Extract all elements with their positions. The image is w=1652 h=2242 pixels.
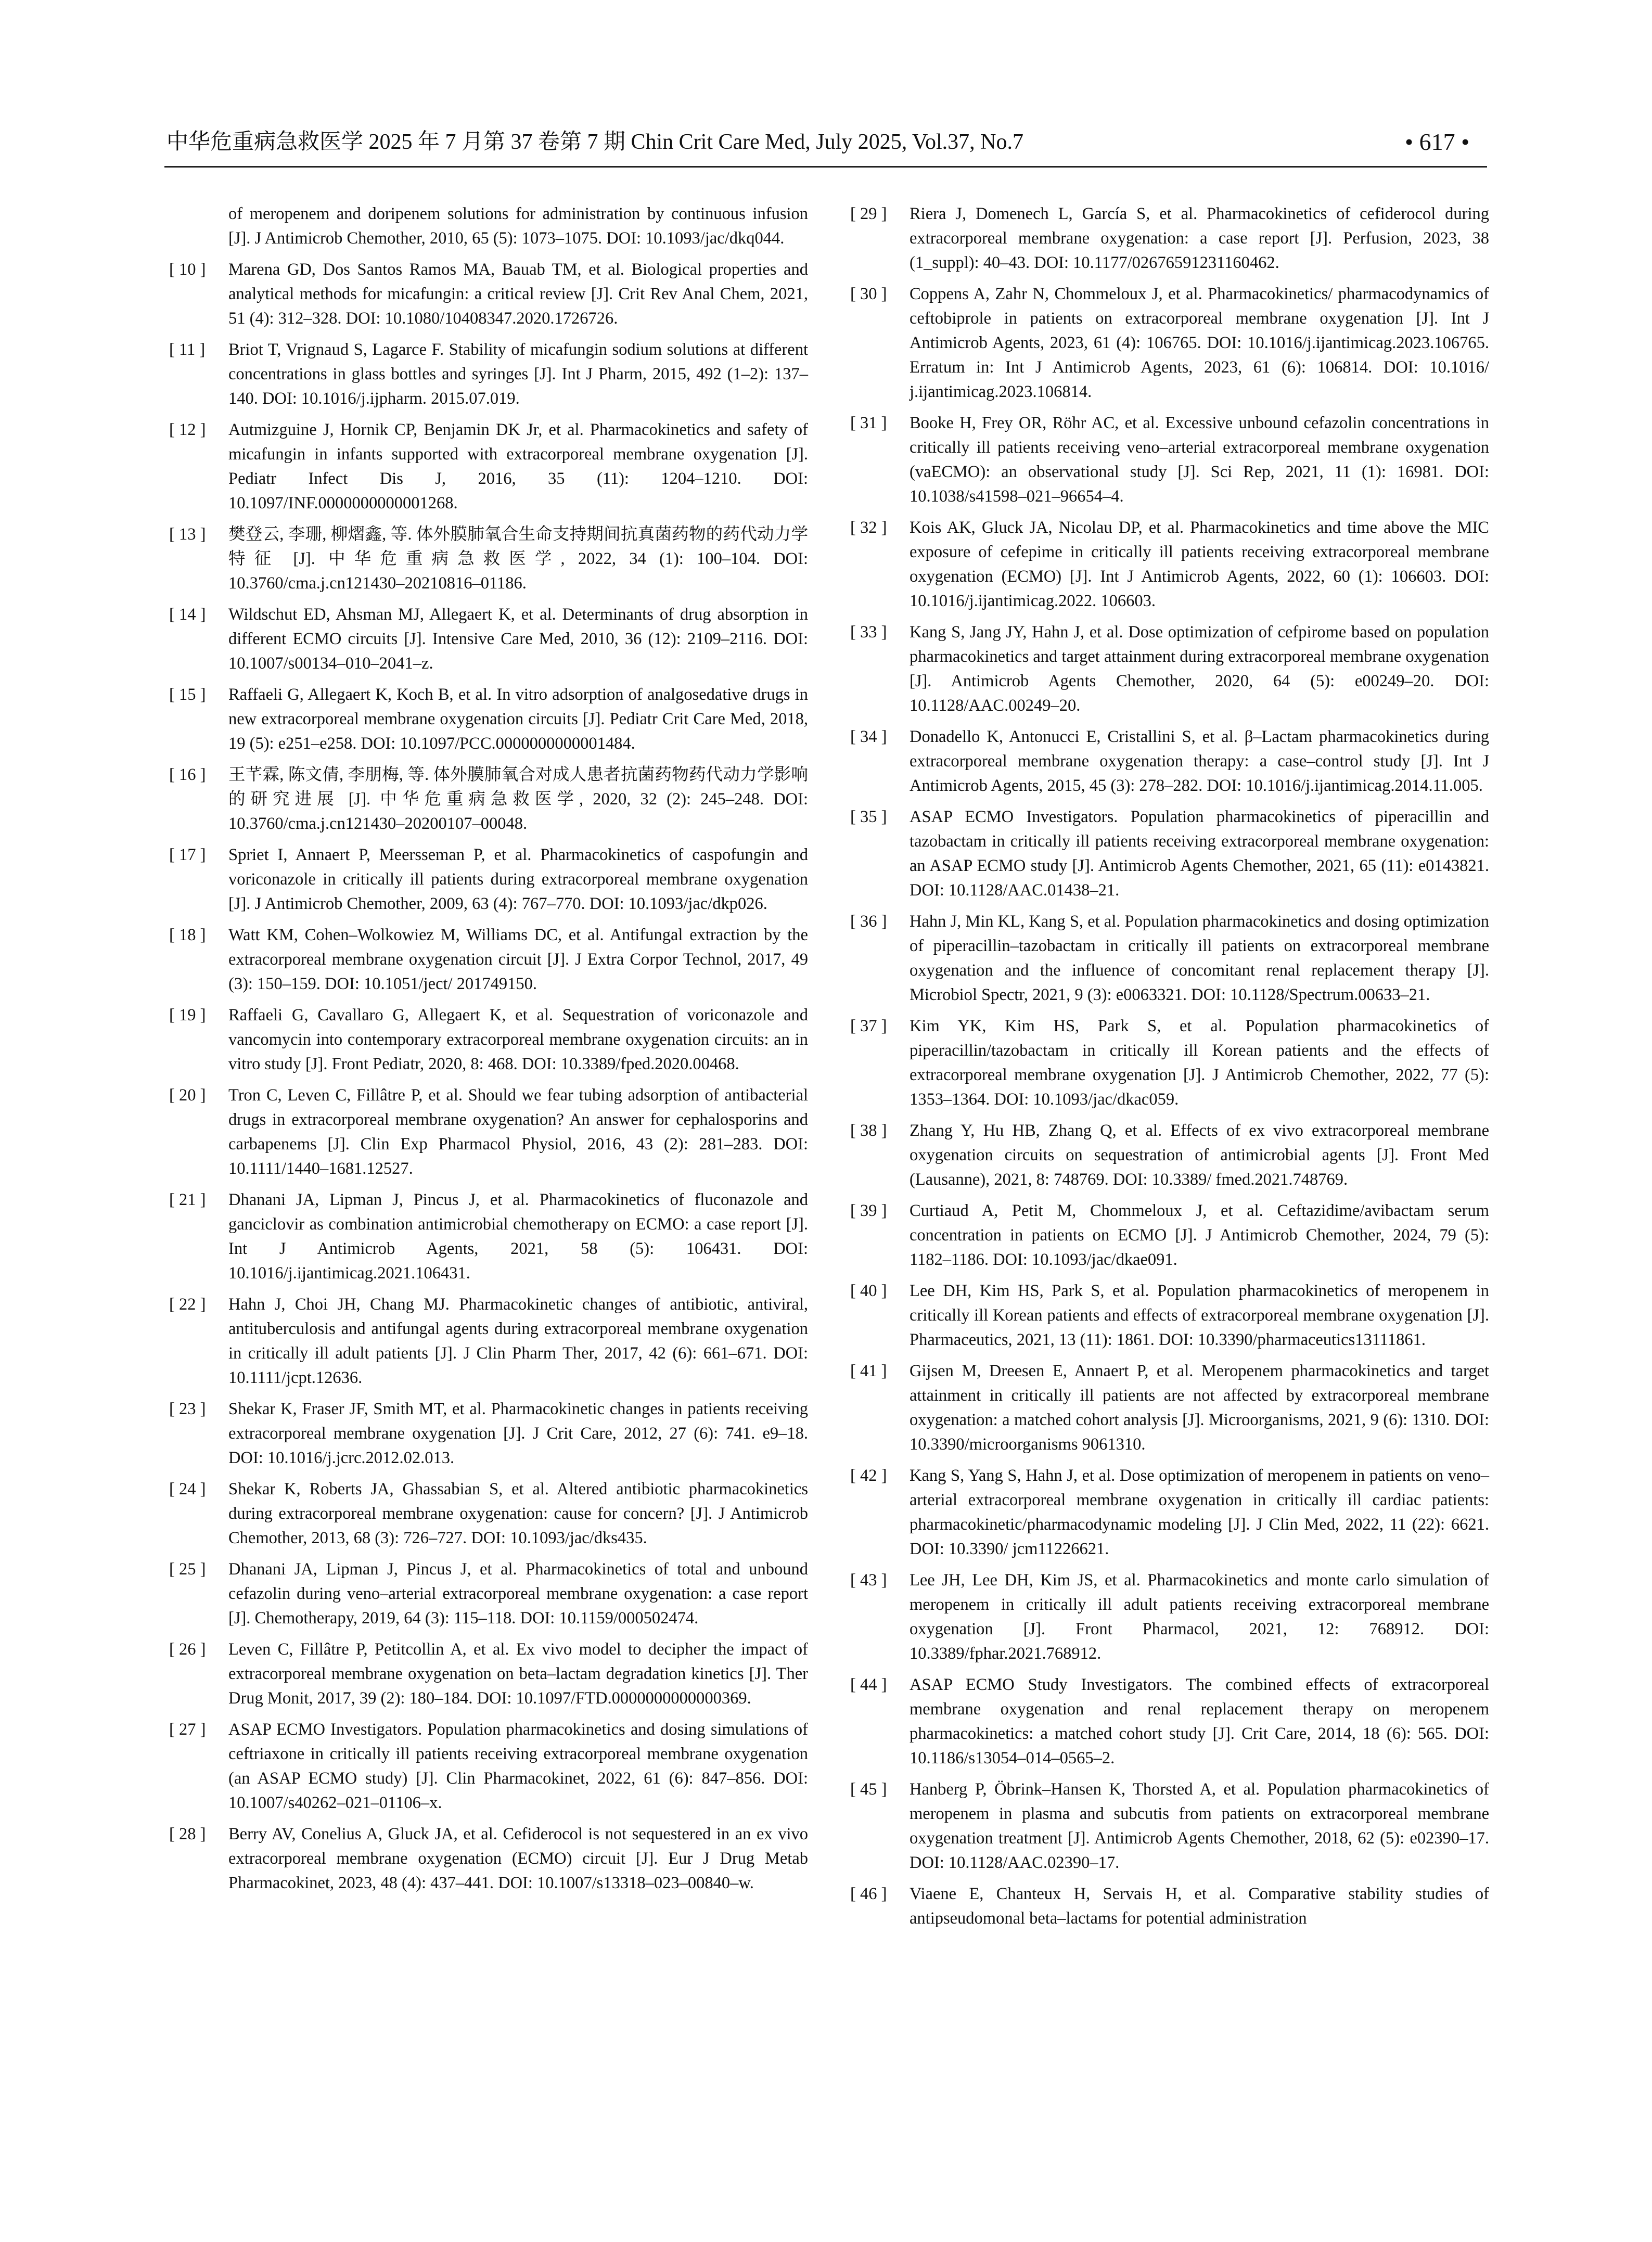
reference-number: [ 37 ] bbox=[850, 1017, 887, 1035]
reference-number: [ 46 ] bbox=[850, 1885, 887, 1903]
reference-item bbox=[169, 1188, 808, 1286]
reference-text: ASAP ECMO Investigators. Population pharmacokinetics and dosing simulations of ceftriaxone in critically ill patients receiving extracorporeal membrane oxygenation (an ASAP ECMO study) [J]. Clin Pharmacokinet, 2022, 61 (6): 847–856. DOI: 10.1007/s40262–021–01106–x. bbox=[228, 1720, 808, 1812]
reference-item bbox=[850, 909, 1489, 1007]
reference-text: Riera J, Domenech L, García S, et al. Pharmacokinetics of cefiderocol during extracorporeal membrane oxygenation: a case report [J]. Perfusion, 2023, 38 (1_suppl): 40–43. DOI: 10.1177/02676591231160462. bbox=[910, 204, 1489, 272]
reference-continuation: of meropenem and doripenem solutions for administration by continuous infusion [J]. J Antimicrob Chemother, 2010, 65 (5): 1073–1075. DOI: 10.1093/jac/dkq044. bbox=[228, 204, 808, 248]
reference-text: Coppens A, Zahr N, Chommeloux J, et al. Pharmacokinetics/ pharmacodynamics of ceftobiprole in patients on extracorporeal membrane oxygenation [J]. Int J Antimicrob Agents, 2023, 61 (4): 106765. DOI: 10.1016/j.ijantimicag.2023.106765. Erratum in: Int J Antimicrob Agents, 2023, 61 (6): 106814. DOI: 10.1016/ j.ijantimicag.2023.106814. bbox=[910, 285, 1489, 401]
reference-item bbox=[850, 202, 1489, 275]
reference-text: Curtiaud A, Petit M, Chommeloux J, et al. Ceftazidime/avibactam serum concentration in patients on ECMO [J]. J Antimicrob Chemother, 2024, 79 (5): 1182–1186. DOI: 10.1093/jac/dkae091. bbox=[910, 1201, 1489, 1269]
reference-number: [ 39 ] bbox=[850, 1201, 887, 1220]
reference-list-right bbox=[850, 202, 1489, 1931]
reference-number: [ 45 ] bbox=[850, 1780, 887, 1799]
reference-text: 樊登云, 李珊, 柳熠鑫, 等. 体外膜肺氧合生命支持期间抗真菌药物的药代动力学特征 [J]. 中华危重病急救医学, 2022, 34 (1): 100–104. DOI: 10.3760/cma.j.cn121430–20210816–01186. bbox=[228, 525, 808, 593]
reference-item bbox=[169, 338, 808, 411]
reference-number: [ 25 ] bbox=[169, 1560, 206, 1579]
reference-number: [ 16 ] bbox=[169, 765, 206, 784]
reference-text: Dhanani JA, Lipman J, Pincus J, et al. Pharmacokinetics of total and unbound cefazolin during veno–arterial extracorporeal membrane oxygenation: a case report [J]. Chemotherapy, 2019, 64 (3): 115–118. DOI: 10.1159/000502474. bbox=[228, 1560, 808, 1628]
reference-item bbox=[169, 1083, 808, 1181]
reference-text: Shekar K, Fraser JF, Smith MT, et al. Pharmacokinetic changes in patients receiving extracorporeal membrane oxygenation [J]. J Crit Care, 2012, 27 (6): 741. e9–18. DOI: 10.1016/j.jcrc.2012.02.013. bbox=[228, 1400, 808, 1467]
reference-number: [ 17 ] bbox=[169, 845, 206, 864]
reference-text: Kang S, Jang JY, Hahn J, et al. Dose optimization of cefpirome based on population pharmacokinetics and target attainment during extracorporeal membrane oxygenation [J]. Antimicrob Agents Chemother, 2020, 64 (5): e00249–20. DOI: 10.1128/AAC.00249–20. bbox=[910, 623, 1489, 715]
reference-item bbox=[850, 411, 1489, 509]
reference-text: Spriet I, Annaert P, Meersseman P, et al. Pharmacokinetics of caspofungin and voriconazole in critically ill patients during extracorporeal membrane oxygenation [J]. J Antimicrob Chemother, 2009, 63 (4): 767–770. DOI: 10.1093/jac/dkp026. bbox=[228, 845, 808, 913]
reference-item bbox=[850, 805, 1489, 903]
reference-item bbox=[169, 522, 808, 596]
reference-number: [ 27 ] bbox=[169, 1720, 206, 1739]
reference-number: [ 32 ] bbox=[850, 518, 887, 537]
reference-item bbox=[169, 683, 808, 756]
reference-text: Gijsen M, Dreesen E, Annaert P, et al. Meropenem pharmacokinetics and target attainment in critically ill patients are not affected by extracorporeal membrane oxygenation: a matched cohort analysis [J]. Microorganisms, 2021, 9 (6): 1310. DOI: 10.3390/microorganisms 9061310. bbox=[910, 1362, 1489, 1454]
reference-number: [ 28 ] bbox=[169, 1825, 206, 1843]
reference-text: Lee JH, Lee DH, Kim JS, et al. Pharmacokinetics and monte carlo simulation of meropenem in critically ill adult patients receiving extracorporeal membrane oxygenation [J]. Front Pharmacol, 2021, 12: 768912. DOI: 10.3389/fphar.2021.768912. bbox=[910, 1571, 1489, 1663]
reference-number: [ 12 ] bbox=[169, 420, 206, 439]
running-header: 中华危重病急救医学 2025 年 7 月第 37 卷第 7 期 Chin Crit Care Med, July 2025, Vol.37, No.7 bbox=[167, 130, 1023, 154]
reference-item bbox=[850, 1119, 1489, 1192]
reference-number: [ 19 ] bbox=[169, 1006, 206, 1024]
reference-item bbox=[169, 843, 808, 916]
reference-item bbox=[169, 1003, 808, 1077]
reference-text: Wildschut ED, Ahsman MJ, Allegaert K, et al. Determinants of drug absorption in different ECMO circuits [J]. Intensive Care Med, 2010, 36 (12): 2109–2116. DOI: 10.1007/s00134–010–2041–z. bbox=[228, 605, 808, 673]
reference-text: Donadello K, Antonucci E, Cristallini S, et al. β–Lactam pharmacokinetics during extracorporeal membrane oxygenation therapy: a case–control study [J]. Int J Antimicrob Agents, 2015, 45 (3): 278–282. DOI: 10.1016/j.ijantimicag.2014.11.005. bbox=[910, 727, 1489, 795]
reference-item bbox=[850, 1199, 1489, 1272]
reference-number: [ 13 ] bbox=[169, 525, 206, 544]
reference-item bbox=[169, 418, 808, 516]
reference-list-left bbox=[169, 258, 808, 1895]
reference-item bbox=[169, 1292, 808, 1390]
left-column bbox=[169, 202, 808, 1902]
reference-item bbox=[169, 1397, 808, 1470]
reference-text: Autmizguine J, Hornik CP, Benjamin DK Jr, et al. Pharmacokinetics and safety of micafungin in infants supported with extracorporeal membrane oxygenation [J]. Pediatr Infect Dis J, 2016, 35 (11): 1204–1210. DOI: 10.1097/INF.0000000000001268. bbox=[228, 420, 808, 513]
reference-item bbox=[850, 1568, 1489, 1666]
reference-text: Watt KM, Cohen–Wolkowiez M, Williams DC, et al. Antifungal extraction by the extracorporeal membrane oxygenation circuit [J]. J Extra Corpor Technol, 2017, 49 (3): 150–159. DOI: 10.1051/ject/ 201749150. bbox=[228, 926, 808, 993]
reference-text: Hanberg P, Öbrink–Hansen K, Thorsted A, et al. Population pharmacokinetics of meropenem in plasma and subcutis from patients on extracorporeal membrane oxygenation treatment [J]. Antimicrob Agents Chemother, 2018, 62 (5): e02390–17. DOI: 10.1128/AAC.02390–17. bbox=[910, 1780, 1489, 1872]
reference-item bbox=[169, 1477, 808, 1551]
reference-item bbox=[850, 1464, 1489, 1561]
reference-text: Marena GD, Dos Santos Ramos MA, Bauab TM, et al. Biological properties and analytical methods for micafungin: a critical review [J]. Crit Rev Anal Chem, 2021, 51 (4): 312–328. DOI: 10.1080/10408347.2020.1726726. bbox=[228, 260, 808, 328]
reference-text: Zhang Y, Hu HB, Zhang Q, et al. Effects of ex vivo extracorporeal membrane oxygenation circuits on sequestration of antimicrobial agents [J]. Front Med (Lausanne), 2021, 8: 748769. DOI: 10.3389/ fmed.2021.748769. bbox=[910, 1121, 1489, 1189]
reference-item bbox=[169, 923, 808, 996]
reference-number: [ 41 ] bbox=[850, 1362, 887, 1380]
reference-number: [ 44 ] bbox=[850, 1675, 887, 1694]
reference-text: ASAP ECMO Investigators. Population pharmacokinetics of piperacillin and tazobactam in critically ill patients receiving extracorporeal membrane oxygenation: an ASAP ECMO study [J]. Antimicrob Agents Chemother, 2021, 65 (11): e0143821. DOI: 10.1128/AAC.01438–21. bbox=[910, 808, 1489, 900]
reference-number: [ 40 ] bbox=[850, 1282, 887, 1300]
reference-item bbox=[169, 1637, 808, 1711]
reference-number: [ 11 ] bbox=[169, 340, 206, 359]
reference-item bbox=[850, 620, 1489, 718]
reference-number: [ 15 ] bbox=[169, 685, 206, 704]
reference-number: [ 20 ] bbox=[169, 1086, 206, 1105]
reference-item bbox=[169, 763, 808, 836]
reference-number: [ 34 ] bbox=[850, 727, 887, 746]
reference-text: 王芊霖, 陈文倩, 李朋梅, 等. 体外膜肺氧合对成人患者抗菌药物药代动力学影响的研究进展 [J]. 中华危重病急救医学, 2020, 32 (2): 245–248. DOI: 10.3760/cma.j.cn121430–20200107–00048. bbox=[228, 765, 808, 833]
reference-number: [ 33 ] bbox=[850, 623, 887, 642]
reference-text: Dhanani JA, Lipman J, Pincus J, et al. Pharmacokinetics of fluconazole and ganciclovir as combination antimicrobial chemotherapy on ECMO: a case report [J]. Int J Antimicrob Agents, 2021, 58 (5): 106431. DOI: 10.1016/j.ijantimicag.2021.106431. bbox=[228, 1190, 808, 1283]
reference-number: [ 30 ] bbox=[850, 285, 887, 303]
reference-text: Booke H, Frey OR, Röhr AC, et al. Excessive unbound cefazolin concentrations in critically ill patients receiving veno–arterial extracorporeal membrane oxygenation (vaECMO): an observational study [J]. Sci Rep, 2021, 11 (1): 16981. DOI: 10.1038/s41598–021–96654–4. bbox=[910, 414, 1489, 506]
reference-text: Hahn J, Min KL, Kang S, et al. Population pharmacokinetics and dosing optimization of piperacillin–tazobactam in critically ill patients on extracorporeal membrane oxygenation and the influence of concomitant renal replacement therapy [J]. Microbiol Spectr, 2021, 9 (3): e0063321. DOI: 10.1128/Spectrum.00633–21. bbox=[910, 912, 1489, 1004]
header-rule bbox=[164, 166, 1487, 168]
reference-number: [ 43 ] bbox=[850, 1571, 887, 1590]
reference-number: [ 38 ] bbox=[850, 1121, 887, 1140]
reference-number: [ 10 ] bbox=[169, 260, 206, 279]
reference-number: [ 22 ] bbox=[169, 1295, 206, 1314]
reference-number: [ 42 ] bbox=[850, 1466, 887, 1485]
reference-item bbox=[850, 1359, 1489, 1457]
reference-text: Berry AV, Conelius A, Gluck JA, et al. Cefiderocol is not sequestered in an ex vivo extracorporeal membrane oxygenation (ECMO) circuit [J]. Eur J Drug Metab Pharmacokinet, 2023, 48 (4): 437–441. DOI: 10.1007/s13318–023–00840–w. bbox=[228, 1825, 808, 1892]
reference-item bbox=[169, 258, 808, 331]
reference-text: Leven C, Fillâtre P, Petitcollin A, et al. Ex vivo model to decipher the impact of extracorporeal membrane oxygenation on beta–lactam degradation kinetics [J]. Ther Drug Monit, 2017, 39 (2): 180–184. DOI: 10.1097/FTD.0000000000000369. bbox=[228, 1640, 808, 1708]
reference-item bbox=[169, 603, 808, 676]
reference-text: Kois AK, Gluck JA, Nicolau DP, et al. Pharmacokinetics and time above the MIC exposure of cefepime in critically ill patients receiving extracorporeal membrane oxygenation (ECMO) [J]. Int J Antimicrob Agents, 2022, 60 (1): 106603. DOI: 10.1016/j.ijantimicag.2022. 106603. bbox=[910, 518, 1489, 610]
reference-text: Kim YK, Kim HS, Park S, et al. Population pharmacokinetics of piperacillin/tazobactam in critically ill Korean patients and the effects of extracorporeal membrane oxygenation [J]. J Antimicrob Chemother, 2022, 77 (5): 1353–1364. DOI: 10.1093/jac/dkac059. bbox=[910, 1017, 1489, 1109]
reference-text: ASAP ECMO Study Investigators. The combined effects of extracorporeal membrane oxygenation and renal replacement therapy on meropenem pharmacokinetics: a matched cohort study [J]. Crit Care, 2014, 18 (6): 565. DOI: 10.1186/s13054–014–0565–2. bbox=[910, 1675, 1489, 1767]
reference-item bbox=[850, 516, 1489, 613]
reference-text: Lee DH, Kim HS, Park S, et al. Population pharmacokinetics of meropenem in critically ill Korean patients and effects of extracorporeal membrane oxygenation [J]. Pharmaceutics, 2021, 13 (11): 1861. DOI: 10.3390/pharmaceutics13111861. bbox=[910, 1282, 1489, 1349]
reference-item bbox=[169, 1822, 808, 1895]
reference-item bbox=[850, 1014, 1489, 1112]
reference-item bbox=[850, 1777, 1489, 1875]
reference-item bbox=[850, 1279, 1489, 1352]
reference-item bbox=[169, 1718, 808, 1815]
reference-item bbox=[850, 725, 1489, 798]
reference-text: Raffaeli G, Cavallaro G, Allegaert K, et al. Sequestration of voriconazole and vancomycin into contemporary extracorporeal membrane oxygenation circuits: an in vitro study [J]. Front Pediatr, 2020, 8: 468. DOI: 10.3389/fped.2020.00468. bbox=[228, 1006, 808, 1073]
reference-number: [ 29 ] bbox=[850, 204, 887, 223]
reference-text: Raffaeli G, Allegaert K, Koch B, et al. In vitro adsorption of analgosedative drugs in new extracorporeal membrane oxygenation circuits [J]. Pediatr Crit Care Med, 2018, 19 (5): e251–e258. DOI: 10.1097/PCC.0000000000001484. bbox=[228, 685, 808, 753]
reference-number: [ 35 ] bbox=[850, 808, 887, 826]
reference-item bbox=[850, 282, 1489, 404]
reference-number: [ 31 ] bbox=[850, 414, 887, 432]
reference-number: [ 23 ] bbox=[169, 1400, 206, 1418]
reference-number: [ 14 ] bbox=[169, 605, 206, 624]
reference-text: Briot T, Vrignaud S, Lagarce F. Stability of micafungin sodium solutions at different concentrations in glass bottles and syringes [J]. Int J Pharm, 2015, 492 (1–2): 137–140. DOI: 10.1016/j.ijpharm. 2015.07.019. bbox=[228, 340, 808, 408]
reference-number: [ 18 ] bbox=[169, 926, 206, 944]
reference-item bbox=[169, 1557, 808, 1631]
right-column bbox=[850, 202, 1489, 1938]
page-number: • 617 • bbox=[1405, 129, 1470, 155]
reference-text: Hahn J, Choi JH, Chang MJ. Pharmacokinetic changes of antibiotic, antiviral, antituberculosis and antifungal agents during extracorporeal membrane oxygenation in critically ill adult patients [J]. J Clin Pharm Ther, 2017, 42 (6): 661–671. DOI: 10.1111/jcpt.12636. bbox=[228, 1295, 808, 1387]
reference-number: [ 26 ] bbox=[169, 1640, 206, 1659]
reference-number: [ 21 ] bbox=[169, 1190, 206, 1209]
reference-text: Kang S, Yang S, Hahn J, et al. Dose optimization of meropenem in patients on veno–arterial extracorporeal membrane oxygenation in critically ill cardiac patients: pharmacokinetic/pharmacodynamic modeling [J]. J Clin Med, 2022, 11 (22): 6621. DOI: 10.3390/ jcm11226621. bbox=[910, 1466, 1489, 1558]
reference-item bbox=[850, 1673, 1489, 1771]
reference-number: [ 36 ] bbox=[850, 912, 887, 931]
reference-text: Viaene E, Chanteux H, Servais H, et al. Comparative stability studies of antipseudomonal beta–lactams for potential administration bbox=[910, 1885, 1489, 1928]
reference-number: [ 24 ] bbox=[169, 1480, 206, 1498]
reference-text: Tron C, Leven C, Fillâtre P, et al. Should we fear tubing adsorption of antibacterial drugs in extracorporeal membrane oxygenation? An answer for cephalosporins and carbapenems [J]. Clin Exp Pharmacol Physiol, 2016, 43 (2): 281–283. DOI: 10.1111/1440–1681.12527. bbox=[228, 1086, 808, 1178]
reference-item bbox=[850, 1882, 1489, 1931]
reference-text: Shekar K, Roberts JA, Ghassabian S, et al. Altered antibiotic pharmacokinetics during extracorporeal membrane oxygenation: cause for concern? [J]. J Antimicrob Chemother, 2013, 68 (3): 726–727. DOI: 10.1093/jac/dks435. bbox=[228, 1480, 808, 1547]
